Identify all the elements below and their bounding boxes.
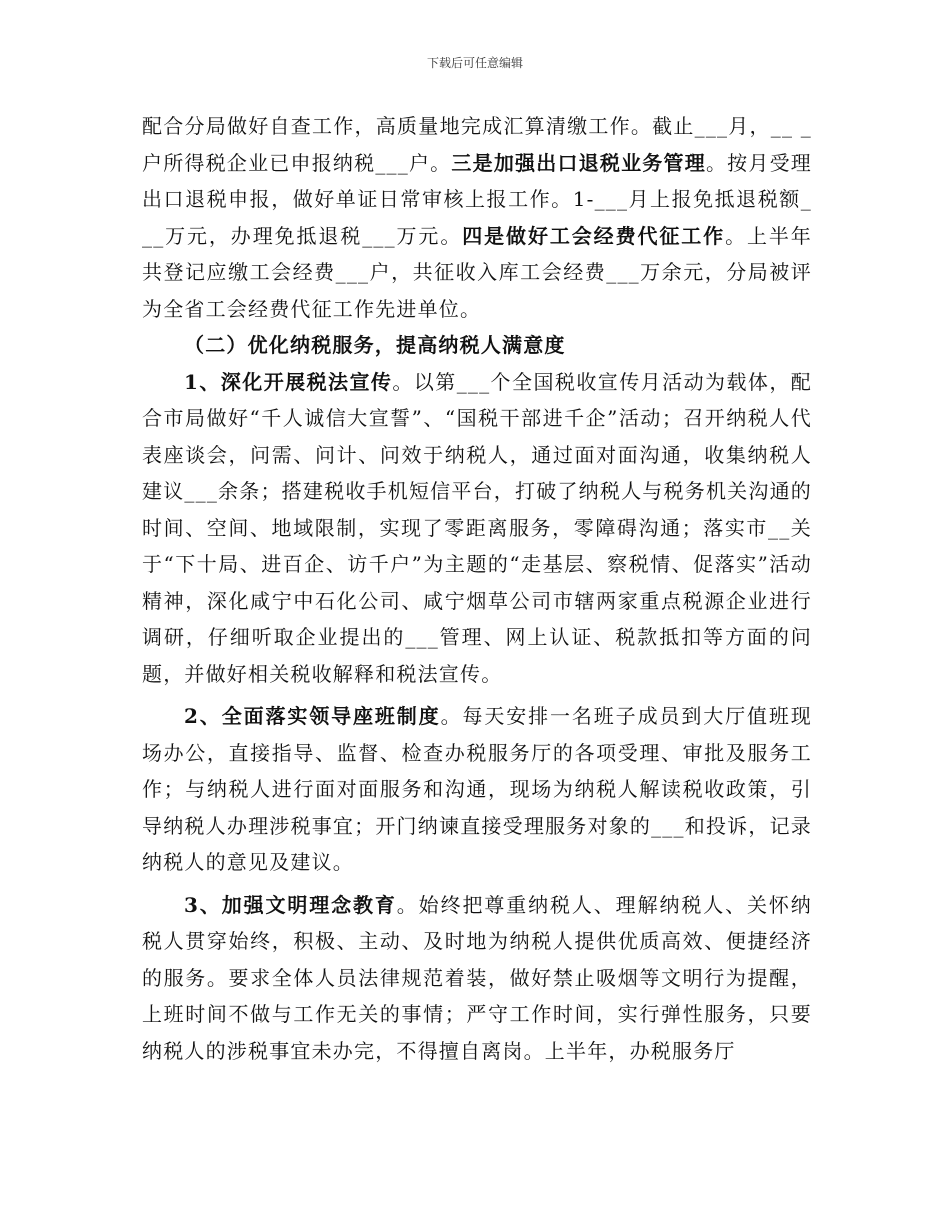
page-header: 下载后可任意编辑 bbox=[426, 56, 523, 70]
paragraph-text: 。每天安排一名班子成员到大厅值班现场办公，直接指导、监督、检查办税服务厅的各项受理、审批及服务工作；与纳税人进行面对面服务和沟通，现场为纳税人解读税收政策，引导纳税人办理涉税事宜；开门纳谏直接受理服务对象的___和投诉，记录纳税人的意见及建议。 bbox=[142, 704, 812, 874]
paragraph-leader-duty bbox=[142, 698, 812, 881]
paragraph-text: 。始终把尊重纳税人、理解纳税人、关怀纳税人贯穿始终，积极、主动、及时地为纳税人提供优质高效、便捷经济的服务。要求全体人员法律规范着装，做好禁止吸烟等文明行为提醒，上班时间不做与工作无关的事情；严守工作时间，实行弹性服务，只要纳税人的涉税事宜未办完，不得擅自离岗。上半年，办税服务厅 bbox=[142, 892, 812, 1063]
document-body bbox=[142, 108, 812, 1069]
paragraph-civility-education bbox=[142, 887, 812, 1070]
item-heading-3: 3、加强文明理念教育 bbox=[184, 892, 397, 917]
bold-point-union-fee: 四是做好工会经费代征工作 bbox=[462, 223, 726, 248]
paragraph-text: 。按月受理出口退税申报，做好单证日常审核上报工作。1-___月上报免抵退税额___万元，办理免抵退税___万元。 bbox=[142, 150, 813, 248]
bold-point-export-rebate: 三是加强出口退税业务管理 bbox=[451, 150, 706, 175]
paragraph-text: 。以第___个全国税收宣传月活动为载体，配合市局做好“千人诚信大宣誓”、“国税干部进千企”活动；召开纳税人代表座谈会，问需、问计、问效于纳税人，通过面对面沟通，收集纳税人建议___余条；搭建税收手机短信平台，打破了纳税人与税务机关沟通的时间、空间、地域限制，实现了零距离服务，零障碍沟通；落实市__关于“下十局、进百企、访千户”为主题的“走基层、察税情、促落实”活动精神，深化咸宁中石化公司、咸宁烟草公司市辖两家重点税源企业进行调研，仔细听取企业提出的___管理、网上认证、税款抵扣等方面的问题，并做好相关税收解释和税法宣传。 bbox=[142, 369, 812, 686]
paragraph-tax-law-promotion bbox=[142, 364, 812, 693]
paragraph-export-rebate bbox=[142, 108, 812, 327]
item-heading-2: 2、全面落实领导座班制度 bbox=[184, 704, 441, 728]
item-heading-1: 1、深化开展税法宣传 bbox=[184, 369, 393, 394]
paragraph-text: 配合分局做好自查工作，高质量地完成汇算清缴工作。截止___月，__ _户所得税企业已申报纳税___户。 bbox=[142, 114, 812, 175]
paragraph-text: 。上半年共登记应缴工会经费___户，共征收入库工会经费___万余元，分局被评为全省工会经费代征工作先进单位。 bbox=[142, 223, 813, 321]
section-heading: （二）优化纳税服务，提高纳税人满意度 bbox=[184, 333, 566, 357]
